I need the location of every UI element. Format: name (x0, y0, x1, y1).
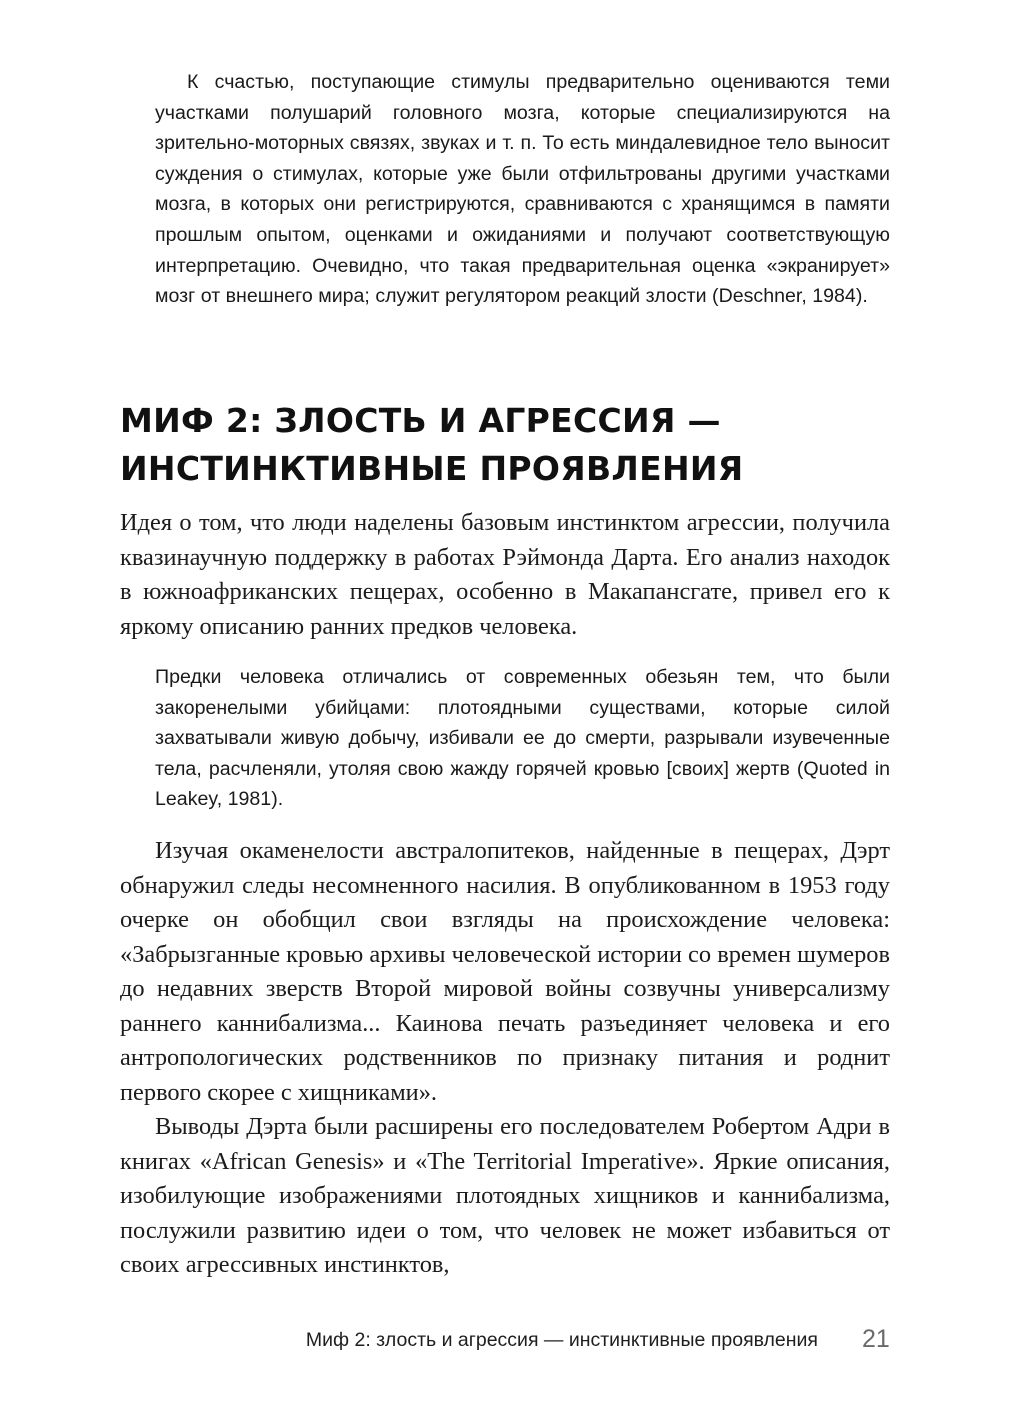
quote-text: К счастью, поступающие стимулы предварительно оцениваются теми участками полушарий головного мозга, которые специализируются на зрительно-моторных связях, звуках и т. п. То есть миндалевидное тело выносит суждения о стимулах, которые уже были отфильтрованы другими участками мозга, в которых они регистрируются, сравниваются с хранящимся в памяти прошлым опытом, оценками и ожиданиями и получают соответствующую интерпретацию. Очевидно, что такая предварительная оценка «экранирует» мозг от внешнего мира; служит регулятором реакций злости (Deschner, 1984). (155, 71, 890, 308)
paragraph-text: Изучая окаменелости австралопитеков, найденные в пещерах, Дэрт обнаружил следы несомненного насилия. В опубликованном в 1953 году очерке он обобщил свои взгляды на происхождение человека: «Забрызганные кровью архивы человеческой истории со времен шумеров до недавних зверств Второй мировой войны созвучны универсализму раннего каннибализма... Каинова печать разъединяет человека и его антропологических родственников по признаку питания и роднит первого скорее с хищниками». (120, 837, 890, 1106)
running-head: Миф 2: злость и агрессия — инстинктивные проявления (305, 1329, 818, 1351)
body-paragraph-1 (120, 506, 890, 644)
body-paragraph-2 (120, 834, 890, 1110)
quote-text: Предки человека отличались от современных обезьян тем, что были закоренелыми убийцами: плотоядными существами, которые силой захватывали живую добычу, избивали ее до смерти, разрывали изувеченные тела, расчленяли, утоляя свою жажду горячей кровью [своих] жертв (Quoted in Leakey, 1981). (155, 666, 890, 811)
block-quote-deschner (155, 67, 890, 312)
paragraph-text: Выводы Дэрта были расширены его последователем Робертом Адри в книгах «African Genesis» и «The Territorial Imperative». Яркие описания, изобилующие изображениями плотоядных хищников и каннибализма, послужили развитию идеи о том, что человек не может избавиться от своих агрессивных инстинктов, (120, 1113, 890, 1278)
paragraph-text: Идея о том, что люди наделены базовым инстинктом агрессии, получила квазинаучную поддержку в работах Рэймонда Дарта. Его анализ находок в южноафриканских пещерах, особенно в Макапансгате, привел его к яркому описанию ранних предков человека. (120, 509, 890, 640)
section-heading-line-1: МИФ 2: ЗЛОСТЬ И АГРЕССИЯ — (120, 401, 721, 440)
section-heading (120, 397, 910, 493)
body-paragraph-3 (120, 1110, 890, 1283)
page-number: 21 (862, 1325, 890, 1353)
block-quote-dart (155, 662, 890, 815)
section-heading-line-2: ИНСТИНКТИВНЫЕ ПРОЯВЛЕНИЯ (120, 449, 744, 488)
page-footer (0, 1325, 1014, 1365)
